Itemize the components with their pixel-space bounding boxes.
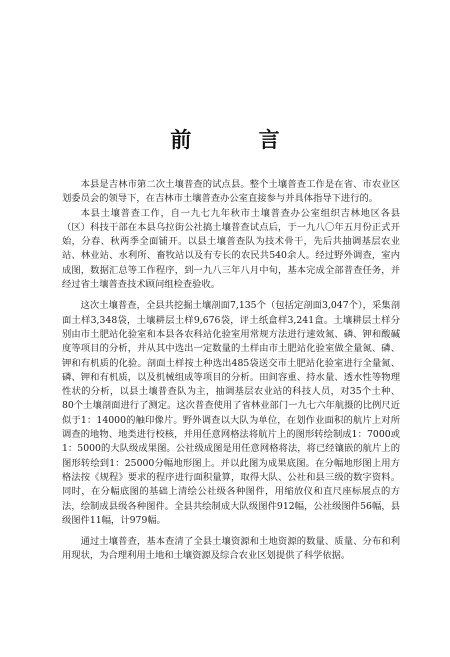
paragraph-3: 这次土壤普查，全县共挖掘土壤剖面7,135个（包括定剖面3,047个），采集剖面土样3,348袋，土壤耕层土样9,676袋，评土纸盒样3,241盒。土壤耕层土样分别由市土肥站化验室和本县各农科站化验室用常规方法进行速效氮、磷、钾和酸碱度等项目的分析，并从其中选出一定数量的土样由市土肥站化验室做全量氮、磷、钾和有机质的化验。剖面土样按土种选出485袋送交市土肥站化验室进行全量氮、磷、钾和有机质，以及机械组成等项目的分析。田间容重、持水量、透水性等物理性状的分析，以县土壤普查队为主，抽调基层农业站的科技人员，对35个土种、80个土壤剖面进行了测定。这次普查使用了省林业部门一九七六年航摄的比例尺近似于1：14000的触印像片。野外调查以大队为单位，在划作业面积的航片上对所调查的地物、地类进行校核，并用任意网格法将航片上的图形转绘制成1：7000或1：5000的大队级成果图。公社级成图是用任意网格将法，将已经镶嵌的航片上的图形转绘到1：25000分幅地形图上。并以此图为成果底图。在分幅地形图上用方格法按《规程》要求的程序进行面积量算，取得大队、公社和县三级的数字资料。同时，在分幅底图的基础上清绘公社级各种图件，用缩放仪和直尺座标展点的方法，绘制成县级各种图件。全县共绘制成大队级图件912幅，公社级图件56幅，县级图件11幅，计979幅。 — [62, 300, 400, 526]
paragraph-4: 通过土壤普查，基本查清了全县土壤资源和土地资源的数量、质量、分布和利用现状，为合理利用土地和土壤资源及综合农业区划提供了科学依据。 — [62, 536, 400, 562]
body-text — [62, 178, 400, 564]
paragraph-2: 本县土壤普查工作，自一九七九年秋市土壤普查办公室组织吉林地区各县（区）科技干部在本县乌拉街公社搞土壤普查试点后，于一九八〇年五月份正式开始，分春、秋两季全面铺开。以县土壤普查队为技术骨干，先后共抽调基层农业站、林业站、水利所、畜牧站以及有专长的农民共540余人。经过野外调查，室内成图，数据汇总等工作程序，到一九八三年八月中旬，基本完成全部普查任务，并经过省土壤普查技术顾问组检查验收。 — [62, 207, 400, 291]
page-title: 前 言 — [170, 128, 310, 152]
paragraph-1: 本县是吉林市第二次土壤普查的试点县。整个土壤普查工作是在省、市农业区划委员会的领导下，在吉林市土壤普查办公室直接参与并具体指导下进行的。 — [62, 179, 400, 205]
